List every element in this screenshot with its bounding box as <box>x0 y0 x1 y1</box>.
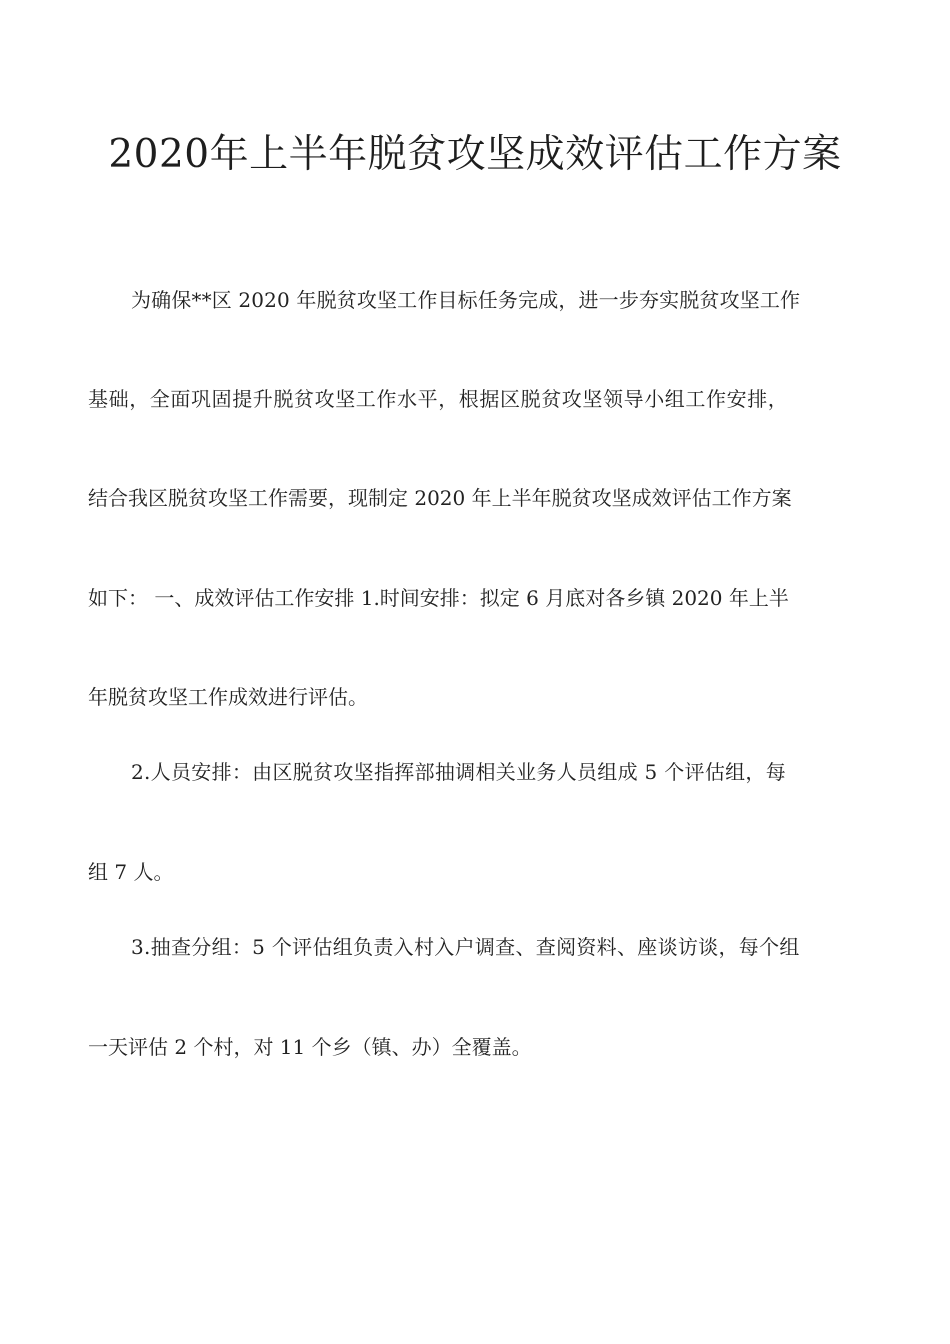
paragraph-line: 基础，全面巩固提升脱贫攻坚工作水平，根据区脱贫攻坚领导小组工作安排， <box>88 387 789 411</box>
paragraph-line: 组 7 人。 <box>88 860 174 884</box>
paragraph-line: 年脱贫攻坚工作成效进行评估。 <box>88 685 368 709</box>
document-title: 2020年上半年脱贫攻坚成效评估工作方案 <box>108 132 842 177</box>
paragraph-line: 为确保**区 2020 年脱贫攻坚工作目标任务完成，进一步夯实脱贫攻坚工作 <box>131 288 801 312</box>
paragraph-line: 3.抽查分组：5 个评估组负责入村入户调查、查阅资料、座谈访谈，每个组 <box>131 935 800 959</box>
paragraph-line: 结合我区脱贫攻坚工作需要，现制定 2020 年上半年脱贫攻坚成效评估工作方案 <box>88 486 792 510</box>
paragraph-line: 如下： 一、成效评估工作安排 1.时间安排：拟定 6 月底对各乡镇 2020 年上半 <box>88 586 789 610</box>
paragraph-line: 2.人员安排：由区脱贫攻坚指挥部抽调相关业务人员组成 5 个评估组，每 <box>131 760 787 784</box>
paragraph-line: 一天评估 2 个村，对 11 个乡（镇、办）全覆盖。 <box>88 1035 532 1059</box>
